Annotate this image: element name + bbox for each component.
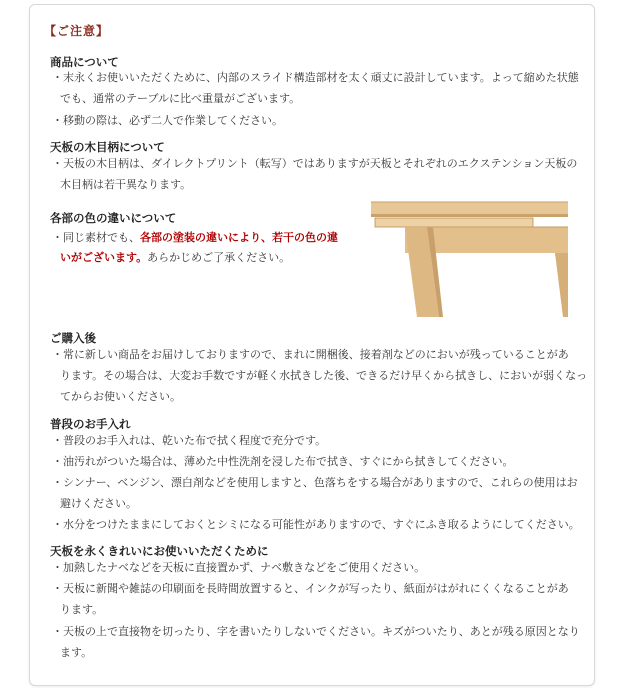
color-line-2-red: いがございます。 bbox=[60, 251, 148, 264]
longevity-line: ・天板に新聞や雑誌の印刷面を長時間放置すると、インクが写ったり、紙面がはがれにくくなることがあ bbox=[52, 582, 569, 595]
after-purchase-line: てからお使いください。 bbox=[60, 390, 181, 403]
longevity-line: ・加熱したナベなどを天板に直接置かず、ナベ敷きなどをご使用ください。 bbox=[52, 561, 426, 574]
heading-product: 商品について bbox=[50, 55, 119, 69]
color-line-1-red: 各部の塗装の違いにより、若干の色の違 bbox=[140, 231, 338, 244]
after-purchase-line: ります。その場合は、大変お手数ですが軽く水拭きした後、できるだけ早くから拭きし、においが弱くなっ bbox=[60, 369, 588, 382]
product-line: でも、通常のテーブルに比べ重量がございます。 bbox=[60, 92, 301, 105]
heading-care: 普段のお手入れ bbox=[50, 417, 131, 431]
care-line: ・シンナー、ベンジン、漂白剤などを使用しますと、色落ちをする場合がありますので、これらの使用はお bbox=[52, 476, 578, 489]
color-line-1-pre: ・同じ素材でも、 bbox=[52, 231, 140, 244]
color-line-2 bbox=[60, 251, 290, 265]
care-line: ・油汚れがついた場合は、薄めた中性洗剤を浸した布で拭き、すぐにから拭きしてください。 bbox=[52, 455, 514, 468]
woodgrain-line: ・天板の木目柄は、ダイレクトプリント（転写）ではありますが天板とそれぞれのエクステンション天板の bbox=[52, 157, 578, 170]
color-line-2-post: あらかじめご了承ください。 bbox=[147, 251, 291, 264]
product-line: ・移動の際は、必ず二人で作業してください。 bbox=[52, 114, 283, 127]
woodgrain-line: 木目柄は若干異なります。 bbox=[60, 178, 192, 191]
product-line: ・末永くお使いいただくために、内部のスライド構造部材を太く頑丈に設計しています。よって縮めた状態 bbox=[52, 71, 579, 84]
heading-woodgrain: 天板の木目柄について bbox=[50, 140, 165, 154]
after-purchase-line: ・常に新しい商品をお届けしておりますので、まれに開梱後、接着剤などのにおいが残っていることがあ bbox=[52, 348, 569, 361]
longevity-line: ります。 bbox=[60, 603, 104, 616]
notice-title: 【ご注意】 bbox=[44, 24, 110, 38]
heading-color: 各部の色の違いについて bbox=[50, 211, 177, 225]
care-line: ・普段のお手入れは、乾いた布で拭く程度で充分です。 bbox=[52, 434, 327, 447]
heading-longevity: 天板を永くきれいにお使いいただくために bbox=[50, 544, 269, 558]
heading-after-purchase: ご購入後 bbox=[50, 331, 96, 345]
longevity-line: ・天板の上で直接物を切ったり、字を書いたりしないでください。キズがついたり、あとが残る原因となり bbox=[52, 625, 580, 638]
color-line-1 bbox=[52, 231, 338, 245]
care-line: 避けください。 bbox=[60, 497, 137, 510]
longevity-line: ます。 bbox=[60, 646, 93, 659]
table-illustration bbox=[367, 200, 568, 317]
care-line: ・水分をつけたままにしておくとシミになる可能性がありますので、すぐにふき取るようにしてください。 bbox=[52, 518, 580, 531]
